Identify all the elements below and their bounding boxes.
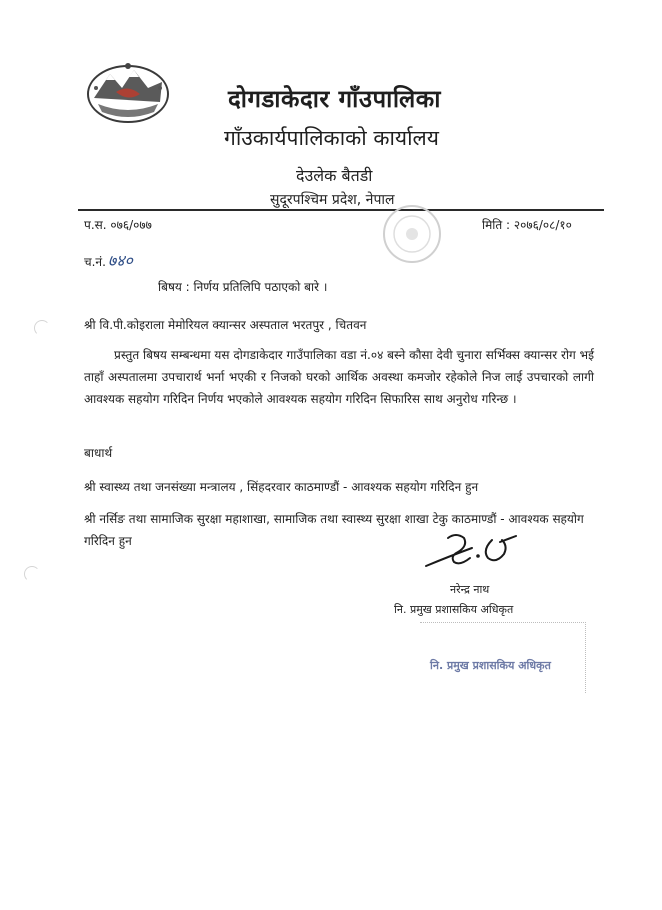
office-title: गाँउकार्यपालिकाको कार्यालय: [224, 126, 439, 150]
punch-hole-mark: [24, 566, 40, 582]
letter-body: [84, 344, 594, 410]
punch-hole-mark: [34, 320, 50, 336]
body-paragraph: प्रस्तुत बिषय सम्बन्धमा यस दोगडाकेदार गाउँपालिका वडा नं.०४ बस्ने कौसा देवी चुनारा सर्भिक्स क्यान्सर रोग भई ताहाँ अस्पतालमा उपचारार्थ भर्ना भएकी र निजको घरको आर्थिक अवस्था कमजोर रहेकोले निज लाई उपचारको लागी आवश्यक सहयोग गरिदिन निर्णय भएकोले आवश्यक सहयोग गरिदिन सिफारिस साथ अनुरोध गरिन्छ ।: [84, 348, 594, 406]
header-divider: [78, 209, 604, 211]
cc-recipient-1: श्री स्वास्थ्य तथा जनसंख्या मन्त्रालय , सिंहदरवार काठमाण्डौं - आवश्यक सहयोग गरिदिन हुन: [84, 480, 479, 494]
municipality-title: दोगडाकेदार गाँउपालिका: [228, 85, 441, 113]
dispatch-number-value: ७४०: [107, 251, 133, 270]
office-location: देउलेक बैतडी: [296, 166, 373, 185]
letter-date: मिति : २०७६/०८/१०: [482, 218, 572, 232]
province-line: सुदूरपश्चिम प्रदेश, नेपाल: [270, 192, 395, 208]
cc-recipient-2: श्री नर्सिङ तथा सामाजिक सुरक्षा महाशाखा, सामाजिक तथा स्वास्थ्य सुरक्षा शाखा टेकु काठमाण्डौं - आवश्यक सहयोग गरिदिन हुन: [84, 512, 584, 548]
bodhartha-label: बाधार्थ: [84, 446, 113, 460]
office-stamp: नि. प्रमुख प्रशासकिय अधिकृत: [430, 659, 551, 672]
signatory-name: नरेन्द्र नाथ: [450, 583, 490, 596]
reference-number: प.स. ०७६/०७७: [84, 218, 152, 232]
nepal-emblem-icon: [82, 58, 174, 126]
signatory-designation: नि. प्रमुख प्रशासकिय अधिकृत: [394, 603, 514, 616]
subject-line: बिषय : निर्णय प्रतिलिपि पठाएको बारे ।: [158, 280, 328, 294]
dispatch-number: [84, 249, 133, 271]
addressee-line: श्री वि.पी.कोइराला मेमोरियल क्यान्सर अस्पताल भरतपुर , चितवन: [84, 318, 367, 332]
handwritten-signature-icon: [420, 528, 570, 574]
dispatch-number-label: च.नं.: [84, 255, 106, 269]
faint-seal-icon: [380, 202, 444, 266]
